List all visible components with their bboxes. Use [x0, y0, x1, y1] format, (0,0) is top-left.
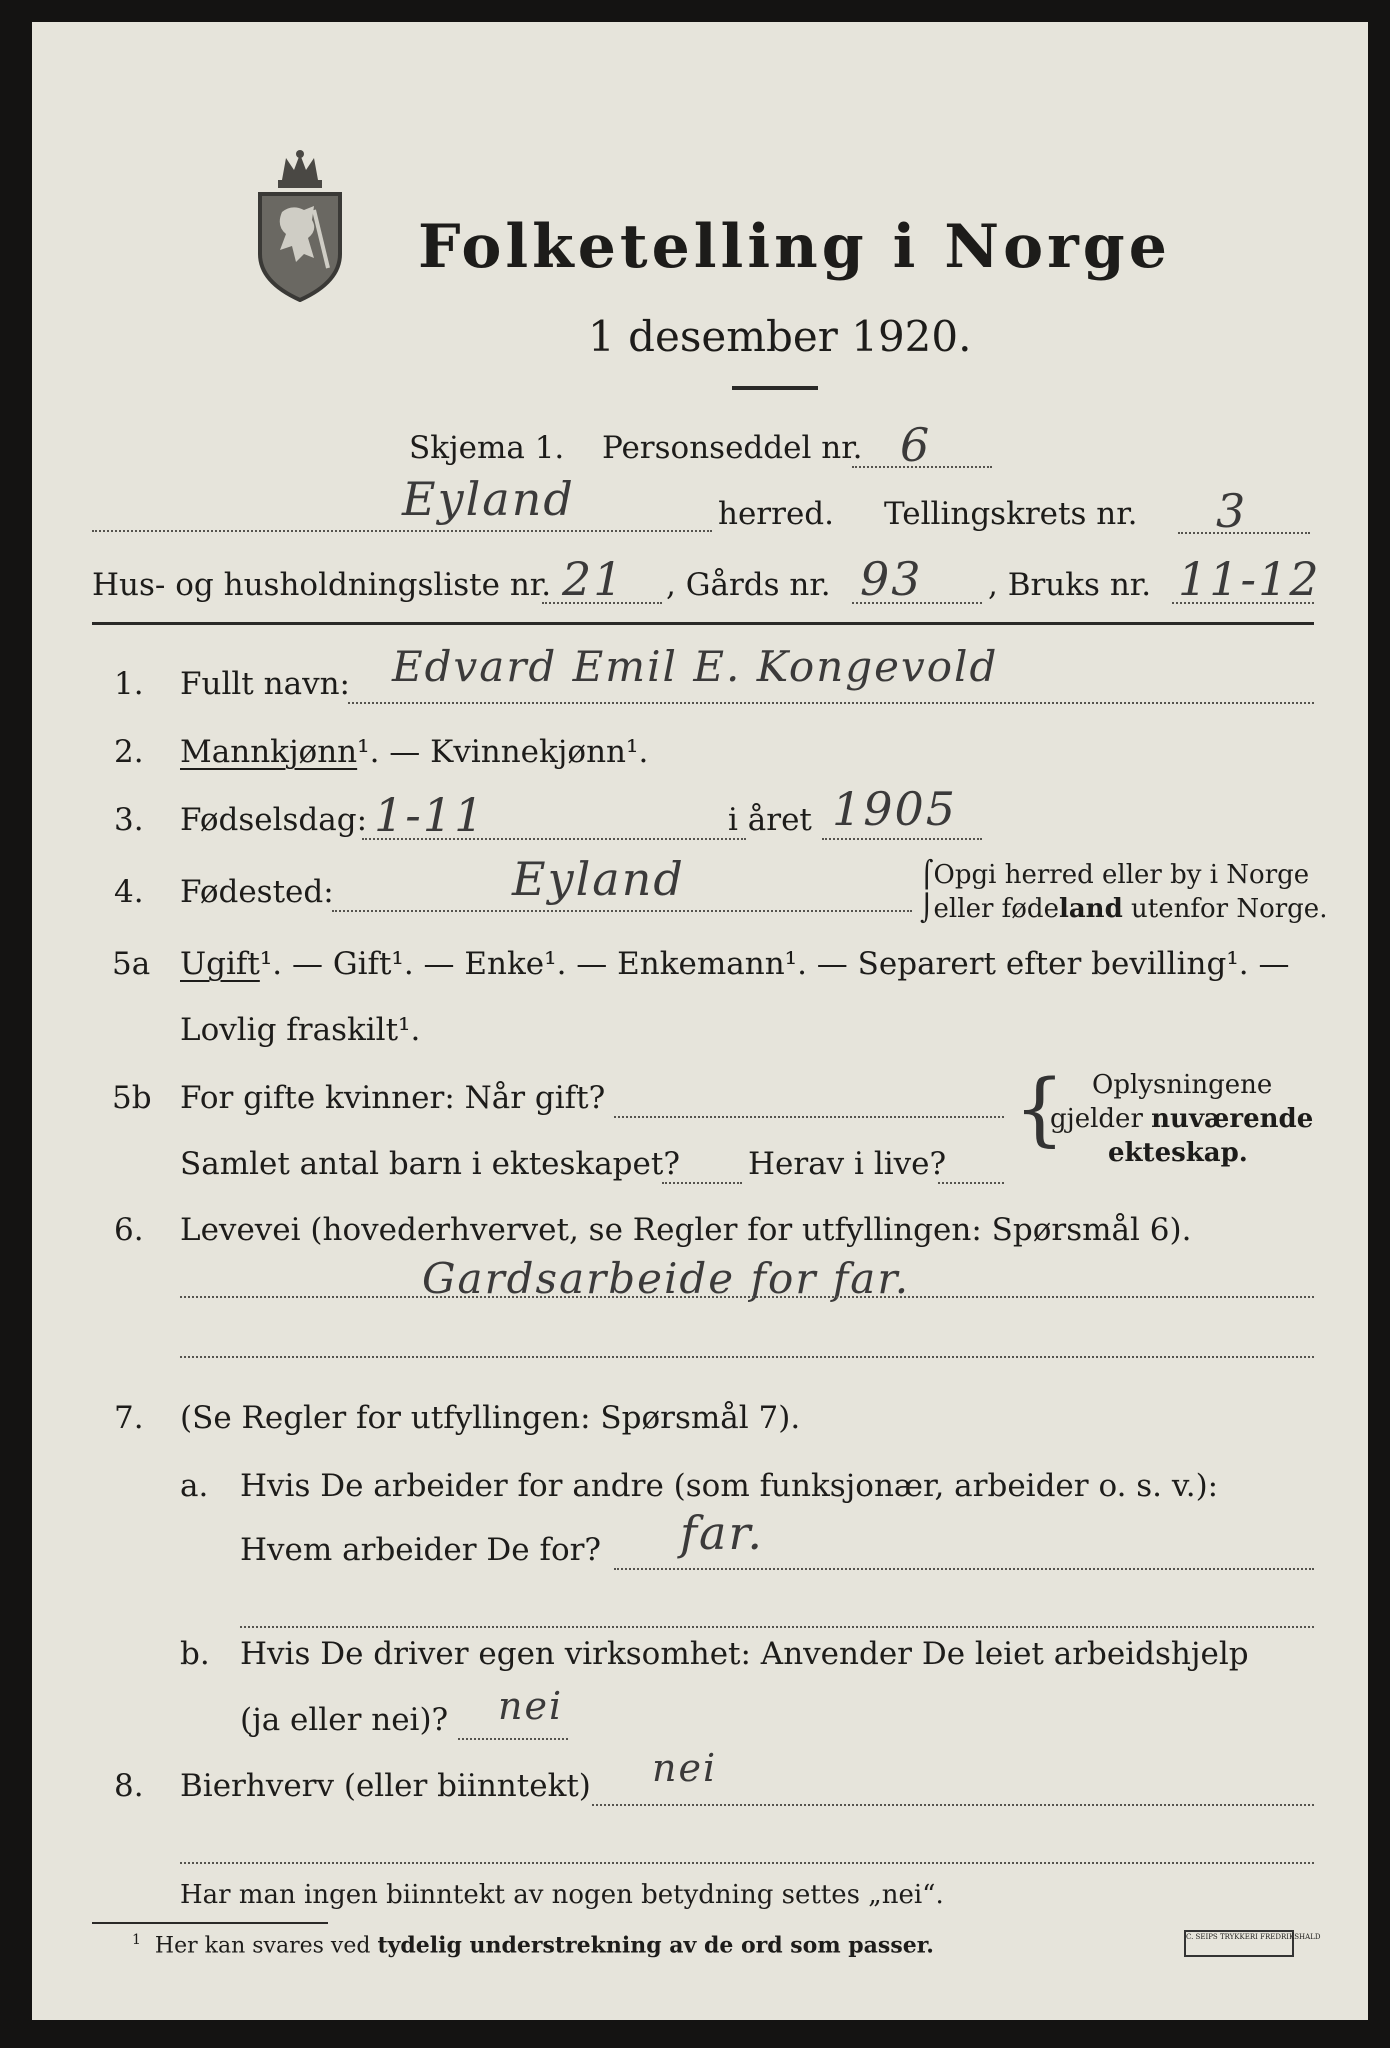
birthdate-value: 1-11: [374, 788, 486, 842]
q2-separator: ¹. —: [357, 734, 431, 770]
skjema-label: Skjema 1.: [409, 430, 565, 466]
title-divider: [732, 386, 818, 390]
full-name-value: Edvard Emil E. Kongevold: [392, 642, 999, 691]
q7a-line-2: [240, 1626, 1314, 1628]
q5a-number: 5a: [112, 946, 151, 982]
q3-year-label: i året: [728, 802, 812, 838]
q7b-line: [458, 1738, 568, 1740]
census-form: [32, 22, 1368, 2020]
q3-year-line: [822, 838, 982, 840]
q5b-note-1: Oplysningene: [1092, 1070, 1273, 1100]
q4-note-1: ⌠Opgi herred eller by i Norge: [920, 860, 1310, 890]
q4-label: Fødested:: [180, 874, 334, 910]
employer-value: far.: [680, 1506, 765, 1560]
birthplace-value: Eyland: [512, 852, 685, 906]
q5b-children-line: [662, 1182, 742, 1184]
q5b-alive-line: [938, 1182, 1004, 1184]
herred-line: [92, 530, 712, 532]
footnote: $^1$ Her kan svares ved tydelig understrekning av de ord som passer.: [132, 1932, 934, 1959]
q3-label: Fødselsdag:: [180, 802, 368, 838]
footnote-rule: [92, 1922, 328, 1924]
q7b-letter: b.: [180, 1636, 210, 1672]
q6-line-2: [180, 1356, 1314, 1358]
q2-end: ¹.: [626, 734, 649, 770]
q4-line: [332, 910, 912, 912]
hus-label: Hus- og husholdningsliste nr.: [92, 567, 552, 603]
occupation-value: Gardsarbeide for far.: [422, 1254, 911, 1303]
q6-number: 6.: [114, 1212, 144, 1248]
hired-help-value: nei: [498, 1684, 564, 1728]
q1-label: Fullt navn:: [180, 666, 350, 702]
unmarried-option: Ugift: [180, 946, 260, 982]
q2-number: 2.: [114, 734, 144, 770]
q5b-children-label: Samlet antal barn i ekteskapet?: [180, 1146, 680, 1182]
q7b-yesno-label: (ja eller nei)?: [240, 1702, 449, 1738]
q5b-brace: {: [1014, 1062, 1065, 1155]
q5b-married-label: For gifte kvinner: Når gift?: [180, 1080, 606, 1116]
coat-of-arms-icon: [252, 150, 348, 302]
bruks-label: , Bruks nr.: [988, 567, 1152, 603]
hus-value: 21: [562, 552, 625, 606]
footer-note: Har man ingen biinntekt av nogen betydning settes „nei“.: [180, 1880, 944, 1910]
q6-line-1: [180, 1296, 1314, 1298]
q7b-label: Hvis De driver egen virksomhet: Anvender De leiet arbeidshjelp: [240, 1636, 1249, 1672]
marital-options: ¹. — Gift¹. — Enke¹. — Enkemann¹. — Separert efter bevilling¹. —: [259, 946, 1290, 982]
male-option: Mannkjønn: [180, 734, 358, 770]
q4-note-2: ⌡eller fødeland utenfor Norge.: [920, 894, 1328, 924]
q1-number: 1.: [114, 666, 144, 702]
q5b-married-line: [614, 1116, 1004, 1118]
q8-line-1: [592, 1804, 1314, 1806]
header-rule: [92, 622, 1314, 625]
herred-label: herred.: [718, 496, 834, 532]
q7a-employer-label: Hvem arbeider De for?: [240, 1532, 602, 1568]
q5b-number: 5b: [112, 1080, 152, 1116]
side-income-value: nei: [652, 1746, 718, 1790]
q8-number: 8.: [114, 1768, 144, 1804]
q5b-note-2: gjelder nuværende: [1050, 1104, 1314, 1134]
q3-number: 3.: [114, 802, 144, 838]
tellingskrets-value: 3: [1216, 484, 1248, 538]
form-title: Folketelling i Norge: [418, 212, 1171, 282]
q8-line-2: [180, 1862, 1314, 1864]
q4-number: 4.: [114, 874, 144, 910]
bruks-value: 11-12: [1178, 552, 1321, 606]
q8-label: Bierhverv (eller biinntekt): [180, 1768, 591, 1804]
q5b-note-3: ekteskap.: [1108, 1138, 1248, 1168]
birthyear-value: 1905: [832, 782, 958, 836]
gards-label: , Gårds nr.: [666, 567, 831, 603]
personseddel-label: Personseddel nr.: [602, 430, 863, 466]
q7a-line-1: [614, 1568, 1314, 1570]
q7-label: (Se Regler for utfyllingen: Spørsmål 7).: [180, 1400, 801, 1436]
gards-value: 93: [860, 552, 923, 606]
personseddel-value: 6: [900, 418, 932, 472]
female-option: Kvinnekjønn: [430, 734, 627, 770]
q5b-alive-label: Herav i live?: [748, 1146, 947, 1182]
herred-value: Eyland: [402, 472, 575, 526]
printer-stamp: C. SEIPS TRYKKERI FREDRIKSHALD: [1184, 1930, 1294, 1957]
q6-label: Levevei (hovederhvervet, se Regler for utfyllingen: Spørsmål 6).: [180, 1212, 1192, 1248]
q7-number: 7.: [114, 1400, 144, 1436]
tellingskrets-label: Tellingskrets nr.: [884, 496, 1138, 532]
form-date: 1 desember 1920.: [588, 312, 972, 361]
divorced-option: Lovlig fraskilt¹.: [180, 1012, 421, 1048]
q7a-letter: a.: [180, 1468, 209, 1504]
q7a-label: Hvis De arbeider for andre (som funksjonær, arbeider o. s. v.):: [240, 1468, 1219, 1504]
q1-line: [348, 702, 1314, 704]
